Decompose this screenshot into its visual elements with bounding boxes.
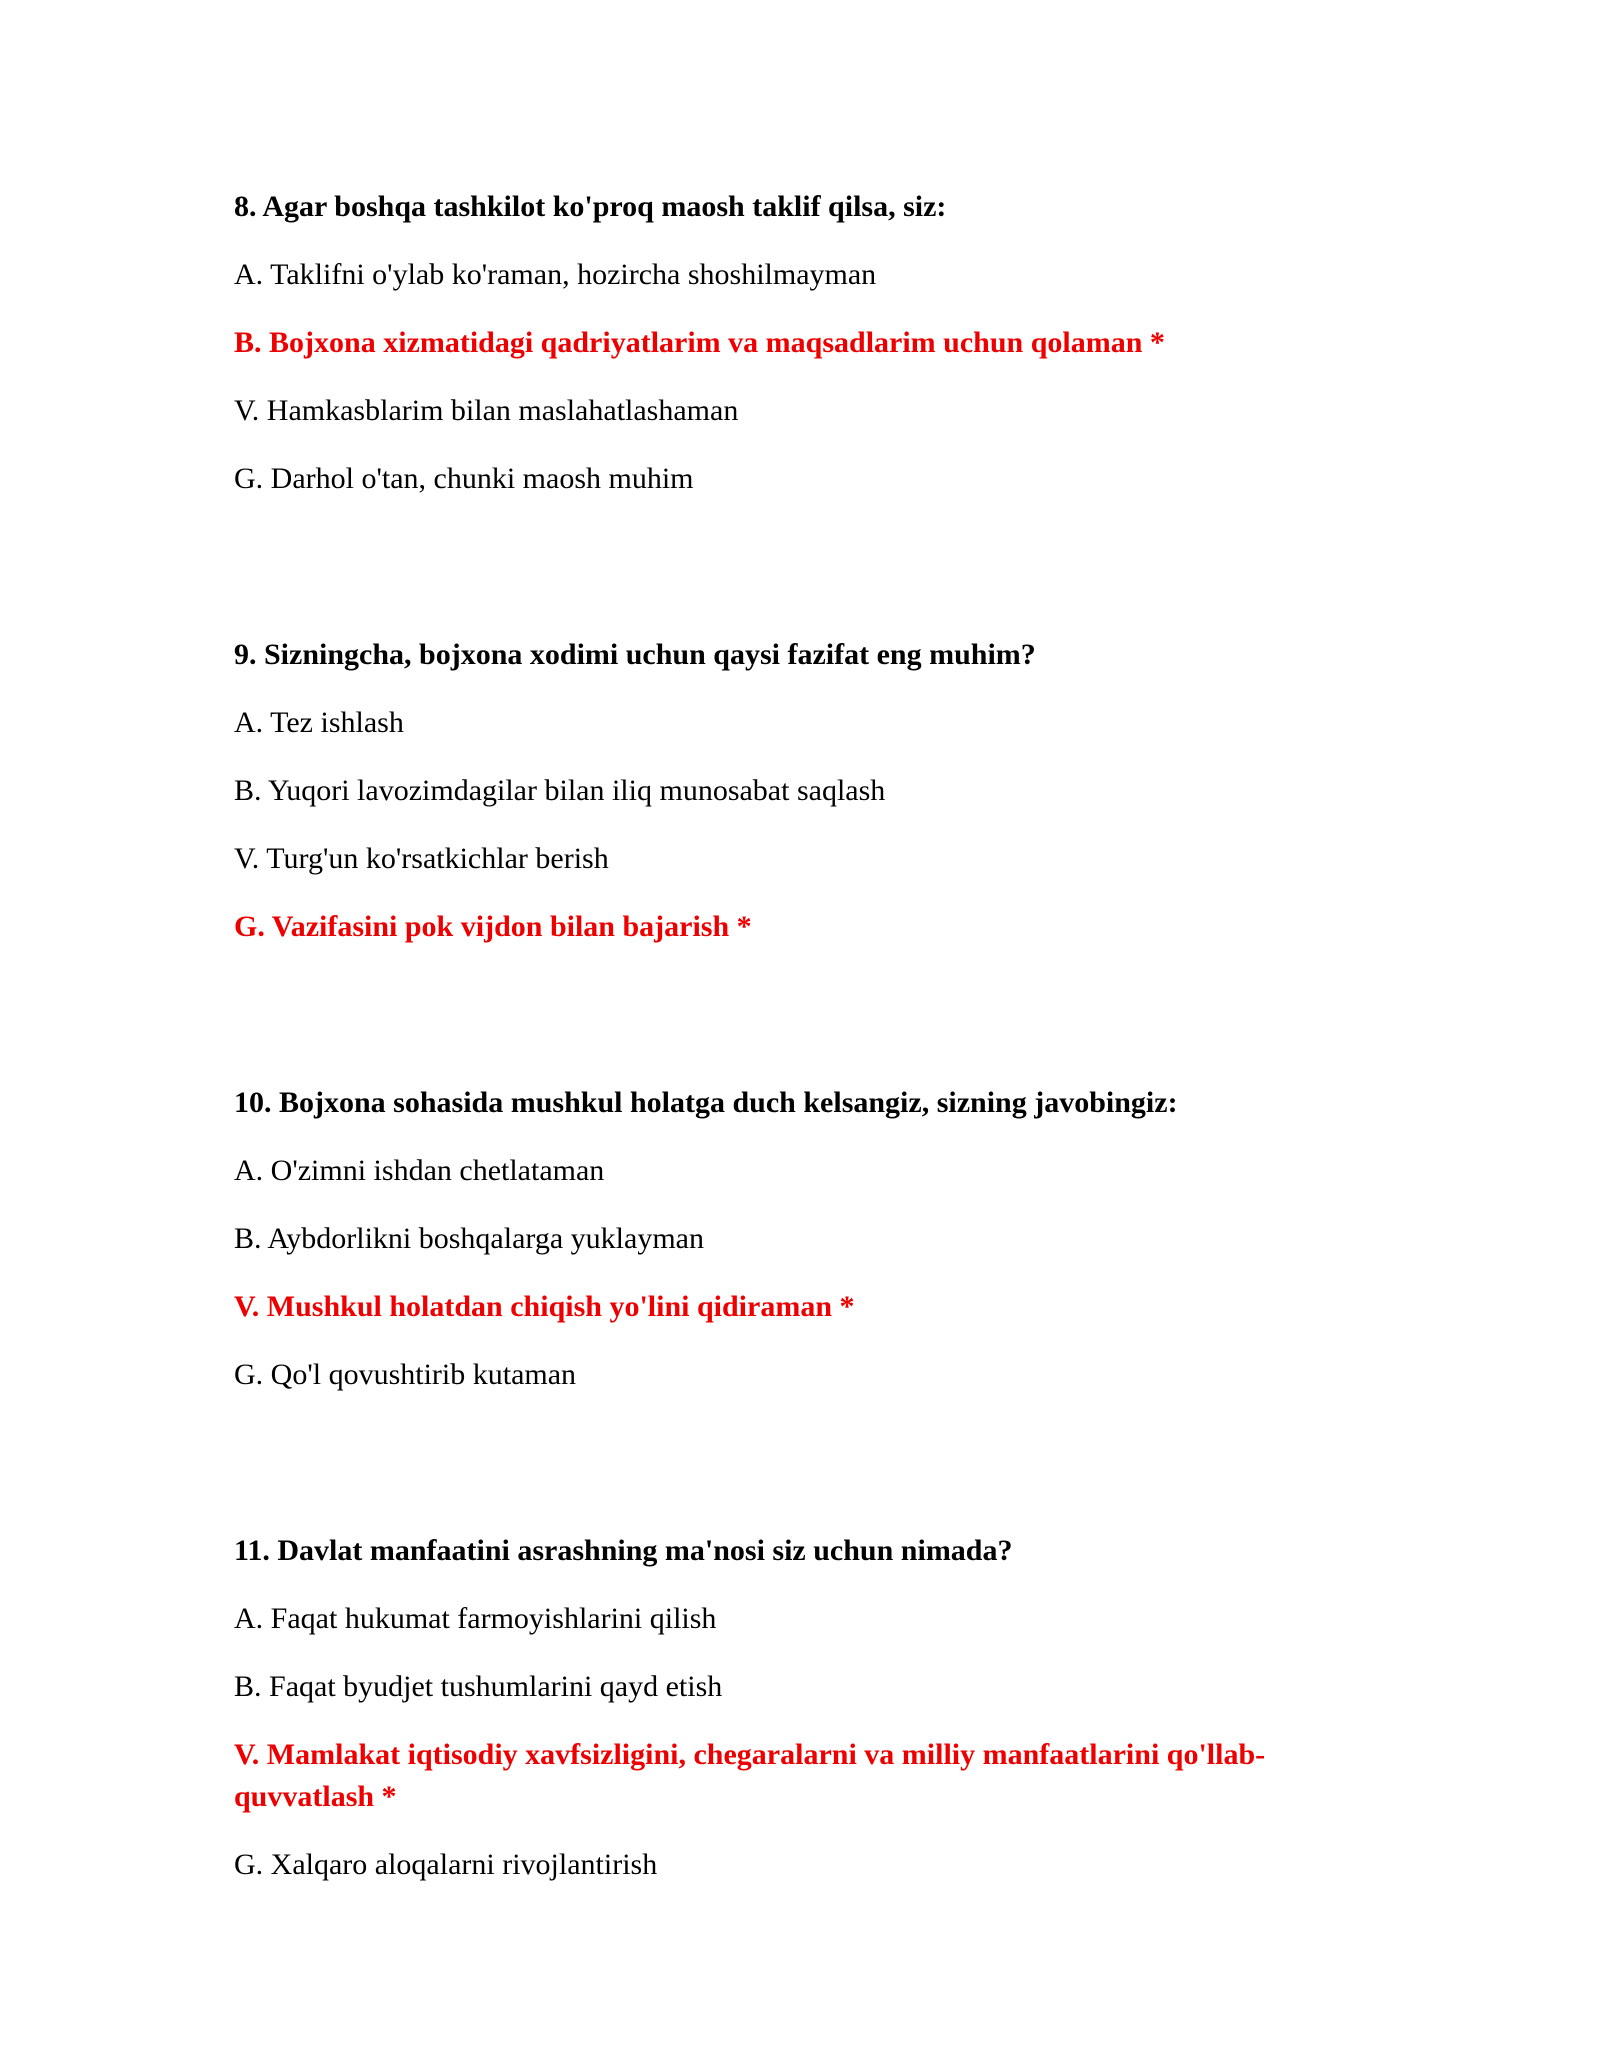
question-title: 11. Davlat manfaatini asrashning ma'nosi siz uchun nimada? (234, 1534, 1013, 1567)
answer-option: B. Faqat byudjet tushumlarini qayd etish (234, 1670, 723, 1703)
question-11 (234, 1530, 1364, 1886)
correct-answer-option: V. Mushkul holatdan chiqish yo'lini qidiraman * (234, 1290, 855, 1323)
answer-option: G. Xalqaro aloqalarni rivojlantirish (234, 1848, 658, 1881)
question-9 (234, 634, 1364, 948)
answer-option: B. Aybdorlikni boshqalarga yuklayman (234, 1222, 704, 1255)
answer-option: B. Yuqori lavozimdagilar bilan iliq munosabat saqlash (234, 774, 886, 807)
correct-answer-option: V. Mamlakat iqtisodiy xavfsizligini, chegaralarni va milliy manfaatlarini qo'llab-quvvatlash * (234, 1738, 1266, 1813)
correct-answer-option: B. Bojxona xizmatidagi qadriyatlarim va maqsadlarim uchun qolaman * (234, 326, 1165, 359)
answer-option: V. Turg'un ko'rsatkichlar berish (234, 842, 609, 875)
question-8 (234, 186, 1364, 500)
quiz-page (234, 186, 1364, 2020)
answer-option: G. Qo'l qovushtirib kutaman (234, 1358, 577, 1391)
answer-option: A. Faqat hukumat farmoyishlarini qilish (234, 1602, 717, 1635)
correct-answer-option: G. Vazifasini pok vijdon bilan bajarish * (234, 910, 752, 943)
answer-option: A. Taklifni o'ylab ko'raman, hozircha shoshilmayman (234, 258, 877, 291)
question-title: 9. Sizningcha, bojxona xodimi uchun qaysi fazifat eng muhim? (234, 638, 1036, 671)
question-10 (234, 1082, 1364, 1396)
answer-option: V. Hamkasblarim bilan maslahatlashaman (234, 394, 739, 427)
answer-option: G. Darhol o'tan, chunki maosh muhim (234, 462, 694, 495)
answer-option: A. O'zimni ishdan chetlataman (234, 1154, 605, 1187)
question-title: 10. Bojxona sohasida mushkul holatga duch kelsangiz, sizning javobingiz: (234, 1086, 1178, 1119)
question-title: 8. Agar boshqa tashkilot ko'proq maosh taklif qilsa, siz: (234, 190, 947, 223)
answer-option: A. Tez ishlash (234, 706, 404, 739)
